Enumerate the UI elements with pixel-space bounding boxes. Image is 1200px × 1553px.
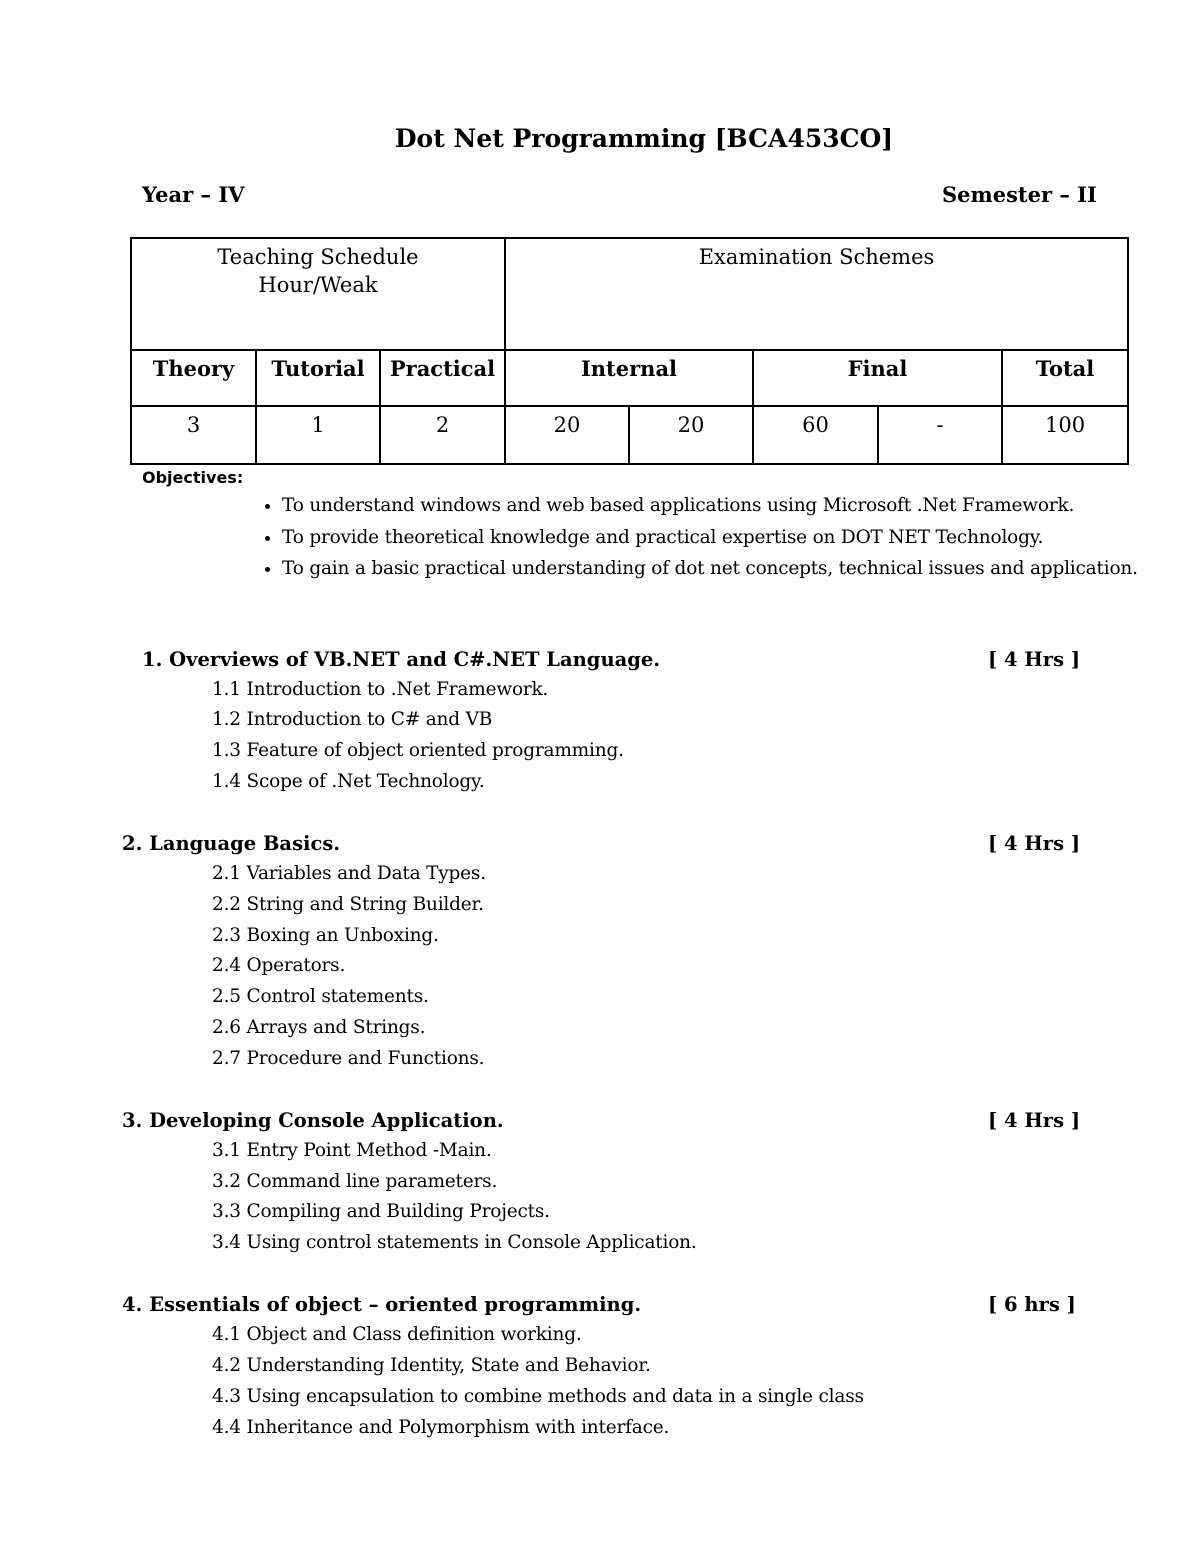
unit-2-topic: 2.5 Control statements. — [212, 986, 429, 1007]
unit-2-topic: 2.2 String and String Builder. — [212, 894, 484, 915]
unit-2-hours: [ 4 Hrs ] — [988, 832, 1081, 855]
unit-3-topic: 3.4 Using control statements in Console Application. — [212, 1232, 697, 1253]
cell-internal-2: 20 — [629, 406, 753, 464]
col-practical: Practical — [380, 350, 505, 406]
unit-1-topic: 1.4 Scope of .Net Technology. — [212, 771, 485, 792]
exam-schemes-header: Examination Schemes — [505, 238, 1128, 350]
unit-4-topic: 4.4 Inheritance and Polymorphism with interface. — [212, 1417, 670, 1438]
unit-2-topic: 2.7 Procedure and Functions. — [212, 1048, 485, 1069]
cell-tutorial: 1 — [256, 406, 380, 464]
teaching-header-line2: Hour/Weak — [258, 273, 378, 297]
document-title: Dot Net Programming [BCA453CO] — [394, 124, 894, 153]
unit-4-topic: 4.1 Object and Class definition working. — [212, 1324, 582, 1345]
cell-theory: 3 — [131, 406, 256, 464]
col-theory: Theory — [131, 350, 256, 406]
unit-2-topic: 2.1 Variables and Data Types. — [212, 863, 486, 884]
unit-1-hours: [ 4 Hrs ] — [988, 648, 1081, 671]
teaching-schedule-header — [131, 238, 505, 350]
year-label: Year – IV — [142, 182, 245, 207]
objective-item: • To gain a basic practical understanding of dot net concepts, technical issues and application. — [282, 553, 1162, 585]
unit-2-topic: 2.4 Operators. — [212, 955, 346, 976]
unit-4-hours: [ 6 hrs ] — [988, 1293, 1076, 1316]
objective-item: • To provide theoretical knowledge and practical expertise on DOT NET Technology. — [282, 522, 1162, 554]
objectives-label: Objectives: — [142, 468, 244, 487]
unit-1-topic: 1.3 Feature of object oriented programming. — [212, 740, 624, 761]
unit-4-topic: 4.2 Understanding Identity, State and Behavior. — [212, 1355, 651, 1376]
unit-1-title: 1. Overviews of VB.NET and C#.NET Language. — [142, 648, 661, 671]
semester-label: Semester – II — [942, 182, 1097, 207]
unit-2-title: 2. Language Basics. — [122, 832, 341, 855]
cell-internal-1: 20 — [505, 406, 629, 464]
unit-1-topic: 1.2 Introduction to C# and VB — [212, 709, 493, 730]
teaching-header-line1: Teaching Schedule — [217, 245, 419, 269]
cell-practical: 2 — [380, 406, 505, 464]
cell-final-1: 60 — [753, 406, 878, 464]
unit-3-topic: 3.1 Entry Point Method -Main. — [212, 1140, 492, 1161]
unit-3-topic: 3.2 Command line parameters. — [212, 1171, 498, 1192]
unit-3-topic: 3.3 Compiling and Building Projects. — [212, 1201, 550, 1222]
unit-4-title: 4. Essentials of object – oriented programming. — [122, 1293, 642, 1316]
unit-1-topic: 1.1 Introduction to .Net Framework. — [212, 679, 549, 700]
col-final: Final — [753, 350, 1002, 406]
schedule-table — [130, 237, 1129, 465]
unit-3-hours: [ 4 Hrs ] — [988, 1109, 1081, 1132]
objectives-list — [244, 490, 1162, 585]
cell-total: 100 — [1002, 406, 1128, 464]
col-total: Total — [1002, 350, 1128, 406]
col-internal: Internal — [505, 350, 753, 406]
objective-item: • To understand windows and web based applications using Microsoft .Net Framework. — [282, 490, 1162, 522]
unit-2-topic: 2.3 Boxing an Unboxing. — [212, 925, 439, 946]
unit-2-topic: 2.6 Arrays and Strings. — [212, 1017, 426, 1038]
unit-3-title: 3. Developing Console Application. — [122, 1109, 504, 1132]
cell-final-2: - — [878, 406, 1002, 464]
col-tutorial: Tutorial — [256, 350, 380, 406]
unit-4-topic: 4.3 Using encapsulation to combine methods and data in a single class — [212, 1386, 864, 1407]
